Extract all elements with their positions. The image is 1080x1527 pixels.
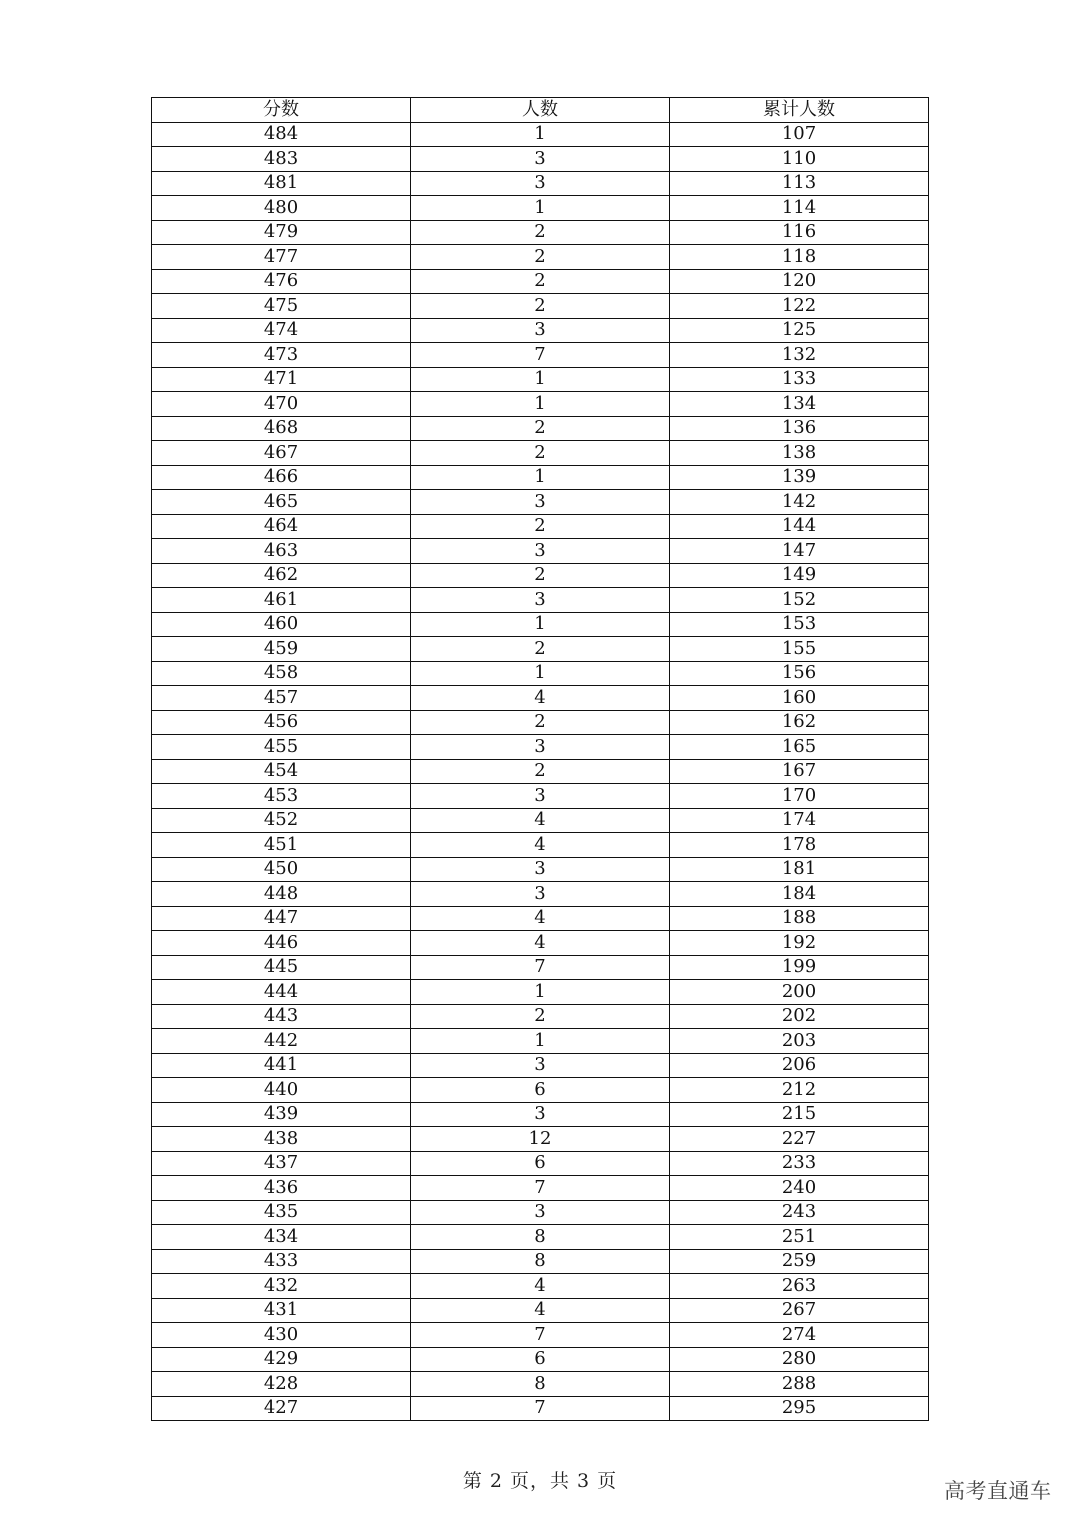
cell-cumulative-count: 139 (670, 465, 929, 490)
table-row (152, 1372, 929, 1397)
cell-cumulative-count: 170 (670, 784, 929, 809)
cell-score: 457 (152, 686, 411, 711)
cell-cumulative-count: 118 (670, 245, 929, 270)
watermark-text: 高考直通车 (944, 1479, 1052, 1503)
page-number-label: 第 2 页，共 3 页 (462, 1470, 618, 1492)
cell-cumulative-count: 136 (670, 416, 929, 441)
cell-score: 448 (152, 882, 411, 907)
cell-score: 447 (152, 906, 411, 931)
cell-score: 452 (152, 808, 411, 833)
cell-cumulative-count: 110 (670, 147, 929, 172)
cell-cumulative-count: 144 (670, 514, 929, 539)
table-row (152, 612, 929, 637)
cell-count: 1 (411, 392, 670, 417)
cell-score: 464 (152, 514, 411, 539)
cell-score: 440 (152, 1078, 411, 1103)
cell-count: 6 (411, 1078, 670, 1103)
cell-cumulative-count: 227 (670, 1127, 929, 1152)
cell-score: 458 (152, 661, 411, 686)
cell-score: 444 (152, 980, 411, 1005)
cell-score: 442 (152, 1029, 411, 1054)
table-row (152, 392, 929, 417)
header-cumulative-count: 累计人数 (670, 98, 929, 123)
cell-count: 1 (411, 465, 670, 490)
cell-cumulative-count: 215 (670, 1102, 929, 1127)
table-row (152, 490, 929, 515)
cell-count: 6 (411, 1151, 670, 1176)
table-row (152, 196, 929, 221)
cell-count: 1 (411, 367, 670, 392)
cell-score: 467 (152, 441, 411, 466)
cell-count: 3 (411, 588, 670, 613)
table-row (152, 1249, 929, 1274)
cell-cumulative-count: 133 (670, 367, 929, 392)
cell-score: 466 (152, 465, 411, 490)
cell-count: 2 (411, 637, 670, 662)
cell-cumulative-count: 156 (670, 661, 929, 686)
cell-cumulative-count: 206 (670, 1053, 929, 1078)
cell-cumulative-count: 184 (670, 882, 929, 907)
cell-cumulative-count: 113 (670, 171, 929, 196)
cell-score: 441 (152, 1053, 411, 1078)
cell-score: 454 (152, 759, 411, 784)
cell-cumulative-count: 233 (670, 1151, 929, 1176)
table-row (152, 1078, 929, 1103)
cell-count: 8 (411, 1249, 670, 1274)
cell-count: 7 (411, 343, 670, 368)
cell-cumulative-count: 174 (670, 808, 929, 833)
cell-cumulative-count: 200 (670, 980, 929, 1005)
cell-count: 7 (411, 1396, 670, 1421)
table-row (152, 637, 929, 662)
cell-count: 3 (411, 735, 670, 760)
table-row (152, 955, 929, 980)
table-body (152, 122, 929, 1421)
cell-count: 3 (411, 857, 670, 882)
cell-score: 477 (152, 245, 411, 270)
cell-score: 474 (152, 318, 411, 343)
table-row (152, 122, 929, 147)
table-row (152, 563, 929, 588)
cell-count: 7 (411, 1323, 670, 1348)
cell-cumulative-count: 192 (670, 931, 929, 956)
cell-count: 3 (411, 1102, 670, 1127)
cell-count: 2 (411, 294, 670, 319)
table-row (152, 514, 929, 539)
cell-cumulative-count: 295 (670, 1396, 929, 1421)
cell-cumulative-count: 203 (670, 1029, 929, 1054)
table-row (152, 1347, 929, 1372)
table-row (152, 1323, 929, 1348)
cell-count: 6 (411, 1347, 670, 1372)
cell-cumulative-count: 107 (670, 122, 929, 147)
table-row (152, 980, 929, 1005)
cell-score: 462 (152, 563, 411, 588)
score-distribution-table (151, 97, 929, 1421)
table-row (152, 220, 929, 245)
cell-score: 470 (152, 392, 411, 417)
cell-score: 432 (152, 1274, 411, 1299)
cell-cumulative-count: 116 (670, 220, 929, 245)
cell-cumulative-count: 122 (670, 294, 929, 319)
cell-cumulative-count: 138 (670, 441, 929, 466)
cell-cumulative-count: 251 (670, 1225, 929, 1250)
cell-cumulative-count: 181 (670, 857, 929, 882)
cell-cumulative-count: 288 (670, 1372, 929, 1397)
cell-score: 437 (152, 1151, 411, 1176)
cell-cumulative-count: 125 (670, 318, 929, 343)
cell-count: 2 (411, 245, 670, 270)
table-row (152, 1225, 929, 1250)
cell-count: 3 (411, 539, 670, 564)
cell-score: 484 (152, 122, 411, 147)
cell-cumulative-count: 202 (670, 1004, 929, 1029)
table-row (152, 343, 929, 368)
cell-score: 431 (152, 1298, 411, 1323)
cell-score: 435 (152, 1200, 411, 1225)
header-score: 分数 (152, 98, 411, 123)
cell-count: 2 (411, 759, 670, 784)
table-row (152, 367, 929, 392)
cell-cumulative-count: 259 (670, 1249, 929, 1274)
table-row (152, 808, 929, 833)
table-row (152, 833, 929, 858)
cell-count: 4 (411, 931, 670, 956)
cell-score: 445 (152, 955, 411, 980)
table-row (152, 465, 929, 490)
page-footer (0, 1466, 1080, 1493)
cell-count: 3 (411, 1053, 670, 1078)
cell-count: 3 (411, 318, 670, 343)
cell-cumulative-count: 142 (670, 490, 929, 515)
cell-count: 3 (411, 490, 670, 515)
table-row (152, 539, 929, 564)
cell-count: 2 (411, 441, 670, 466)
table-row (152, 588, 929, 613)
cell-cumulative-count: 132 (670, 343, 929, 368)
table-row (152, 784, 929, 809)
table-row (152, 1176, 929, 1201)
cell-score: 471 (152, 367, 411, 392)
cell-count: 2 (411, 1004, 670, 1029)
table-row (152, 1029, 929, 1054)
cell-cumulative-count: 155 (670, 637, 929, 662)
table-row (152, 882, 929, 907)
table-row (152, 1127, 929, 1152)
cell-score: 479 (152, 220, 411, 245)
cell-score: 459 (152, 637, 411, 662)
cell-cumulative-count: 274 (670, 1323, 929, 1348)
cell-score: 453 (152, 784, 411, 809)
cell-count: 3 (411, 1200, 670, 1225)
cell-cumulative-count: 240 (670, 1176, 929, 1201)
cell-cumulative-count: 162 (670, 710, 929, 735)
cell-score: 476 (152, 269, 411, 294)
cell-score: 460 (152, 612, 411, 637)
cell-count: 2 (411, 269, 670, 294)
cell-score: 483 (152, 147, 411, 172)
table-row (152, 171, 929, 196)
cell-cumulative-count: 114 (670, 196, 929, 221)
table-row (152, 906, 929, 931)
cell-count: 8 (411, 1372, 670, 1397)
cell-count: 7 (411, 955, 670, 980)
cell-score: 450 (152, 857, 411, 882)
cell-score: 438 (152, 1127, 411, 1152)
cell-cumulative-count: 134 (670, 392, 929, 417)
table-row (152, 759, 929, 784)
cell-score: 481 (152, 171, 411, 196)
cell-count: 3 (411, 784, 670, 809)
cell-cumulative-count: 212 (670, 1078, 929, 1103)
cell-count: 4 (411, 808, 670, 833)
cell-count: 1 (411, 1029, 670, 1054)
cell-count: 4 (411, 1298, 670, 1323)
cell-count: 1 (411, 612, 670, 637)
table-row (152, 1274, 929, 1299)
cell-cumulative-count: 165 (670, 735, 929, 760)
cell-cumulative-count: 153 (670, 612, 929, 637)
cell-count: 1 (411, 122, 670, 147)
cell-score: 427 (152, 1396, 411, 1421)
cell-score: 465 (152, 490, 411, 515)
cell-score: 456 (152, 710, 411, 735)
table-row (152, 1004, 929, 1029)
cell-cumulative-count: 167 (670, 759, 929, 784)
table-row (152, 710, 929, 735)
cell-cumulative-count: 178 (670, 833, 929, 858)
cell-cumulative-count: 243 (670, 1200, 929, 1225)
table-row (152, 441, 929, 466)
cell-score: 429 (152, 1347, 411, 1372)
cell-cumulative-count: 267 (670, 1298, 929, 1323)
cell-count: 7 (411, 1176, 670, 1201)
table-row (152, 1396, 929, 1421)
cell-count: 4 (411, 906, 670, 931)
table-row (152, 1053, 929, 1078)
cell-cumulative-count: 152 (670, 588, 929, 613)
cell-score: 436 (152, 1176, 411, 1201)
cell-cumulative-count: 120 (670, 269, 929, 294)
cell-count: 12 (411, 1127, 670, 1152)
cell-count: 4 (411, 686, 670, 711)
cell-score: 473 (152, 343, 411, 368)
table-row (152, 1200, 929, 1225)
cell-count: 2 (411, 563, 670, 588)
cell-score: 433 (152, 1249, 411, 1274)
table-row (152, 686, 929, 711)
table-row (152, 269, 929, 294)
cell-score: 455 (152, 735, 411, 760)
table-row (152, 294, 929, 319)
table-row (152, 931, 929, 956)
cell-score: 439 (152, 1102, 411, 1127)
cell-count: 1 (411, 980, 670, 1005)
cell-cumulative-count: 263 (670, 1274, 929, 1299)
table-row (152, 318, 929, 343)
cell-count: 8 (411, 1225, 670, 1250)
cell-count: 2 (411, 710, 670, 735)
cell-score: 446 (152, 931, 411, 956)
cell-count: 4 (411, 1274, 670, 1299)
table-row (152, 1151, 929, 1176)
cell-cumulative-count: 160 (670, 686, 929, 711)
cell-count: 4 (411, 833, 670, 858)
cell-score: 443 (152, 1004, 411, 1029)
cell-cumulative-count: 188 (670, 906, 929, 931)
cell-score: 461 (152, 588, 411, 613)
table-row (152, 245, 929, 270)
cell-cumulative-count: 280 (670, 1347, 929, 1372)
header-count: 人数 (411, 98, 670, 123)
cell-score: 475 (152, 294, 411, 319)
cell-cumulative-count: 149 (670, 563, 929, 588)
cell-count: 2 (411, 220, 670, 245)
cell-count: 3 (411, 882, 670, 907)
cell-count: 1 (411, 196, 670, 221)
cell-score: 463 (152, 539, 411, 564)
table-row (152, 735, 929, 760)
cell-cumulative-count: 147 (670, 539, 929, 564)
cell-score: 468 (152, 416, 411, 441)
cell-score: 434 (152, 1225, 411, 1250)
cell-score: 480 (152, 196, 411, 221)
table-header-row (152, 98, 929, 123)
cell-score: 428 (152, 1372, 411, 1397)
cell-count: 3 (411, 171, 670, 196)
table-row (152, 1298, 929, 1323)
cell-count: 3 (411, 147, 670, 172)
table-row (152, 416, 929, 441)
cell-score: 430 (152, 1323, 411, 1348)
table-row (152, 147, 929, 172)
cell-count: 1 (411, 661, 670, 686)
table-row (152, 1102, 929, 1127)
cell-count: 2 (411, 514, 670, 539)
table-row (152, 857, 929, 882)
cell-cumulative-count: 199 (670, 955, 929, 980)
table-row (152, 661, 929, 686)
cell-count: 2 (411, 416, 670, 441)
cell-score: 451 (152, 833, 411, 858)
